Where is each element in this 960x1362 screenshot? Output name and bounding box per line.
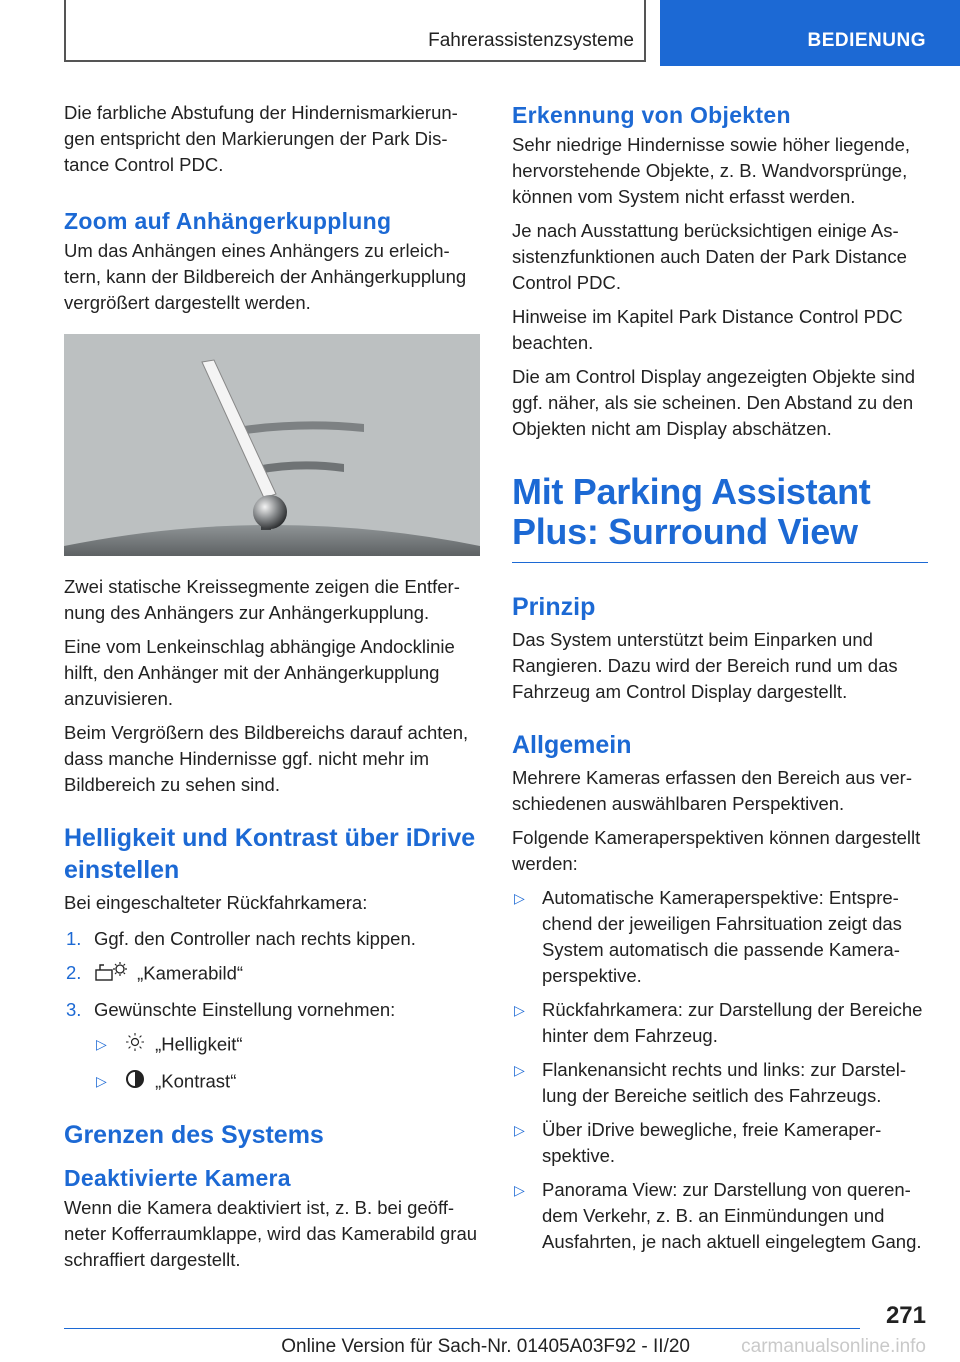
- principle-paragraph: Das System unterstützt beim Einparken und Rangieren. Dazu wird der Bereich rund um das Fahrzeug am Control Display dargestellt.: [512, 629, 898, 702]
- detection-paragraph-1: Sehr niedrige Hindernisse sowie höher liegende, hervorstehende Objekte, z. B. Wandvorsprünge, können vom System nicht erfasst werden.: [512, 134, 910, 207]
- section-box: [64, 0, 646, 62]
- triangle-bullet-icon: ▷: [514, 1182, 525, 1198]
- step-number: 2.: [66, 962, 82, 983]
- list-item-text: Panorama View: zur Darstellung von querendem Verkehr, z. B. an Einmündungen und Ausfahrten, je nach aktuell eingelegtem Gang.: [542, 1179, 922, 1252]
- hitch-ball: [253, 495, 287, 529]
- steps-list: [64, 926, 480, 1023]
- brightness-icon: [124, 1031, 146, 1060]
- settings-list: [94, 1031, 480, 1097]
- setting-item: [94, 1068, 480, 1097]
- zoom-paragraph-2: Zwei statische Kreissegmente zeigen die Entfernung des Anhängers zur Anhängerkupplung.: [64, 576, 460, 623]
- trailer-hitch-illustration: [64, 334, 480, 556]
- hitch-camera-view: [64, 334, 480, 556]
- detection-paragraph-4: Die am Control Display angezeigten Objekte sind ggf. näher, als sie scheinen. Den Abstand zu den Objekten nicht am Display abschätzen.: [512, 366, 916, 439]
- list-item-text: Über iDrive bewegliche, freie Kameraperspektive.: [542, 1119, 882, 1166]
- page-number: 271: [885, 1302, 926, 1329]
- watermark: carmanualsonline.info: [741, 1336, 926, 1357]
- footer-rule: [64, 1328, 860, 1329]
- list-item-text: Rückfahrkamera: zur Darstellung der Bereiche hinter dem Fahrzeug.: [542, 999, 923, 1046]
- page-footer: [0, 1296, 960, 1362]
- intro-paragraph: Die farbliche Abstufung der Hindernismarkierungen entspricht den Markierungen der Park Distance Control PDC.: [64, 102, 458, 175]
- general-paragraph-2: Folgende Kameraperspektiven können dargestellt werden:: [512, 827, 921, 874]
- page-header: [0, 0, 960, 66]
- contrast-icon: [124, 1068, 146, 1097]
- brightness-paragraph: Bei eingeschalteter Rückfahrkamera:: [64, 892, 368, 913]
- chapter-tab: [660, 0, 960, 66]
- triangle-bullet-icon: ▷: [514, 1062, 525, 1078]
- heading-general: Allgemein: [512, 731, 632, 759]
- step-text: „Kamerabild“: [137, 962, 244, 984]
- triangle-bullet-icon: ▷: [96, 1036, 107, 1052]
- step-number: 3.: [66, 999, 82, 1020]
- camera-disabled-paragraph: Wenn die Kamera deaktiviert ist, z. B. bei geöffneter Kofferraumklappe, wird das Kamerabild grau schraffiert dargestellt.: [64, 1197, 478, 1270]
- heading-principle: Prinzip: [512, 593, 596, 621]
- list-item-text: Flankenansicht rechts und links: zur Darstellung der Bereiche seitlich des Fahrzeugs.: [542, 1059, 906, 1106]
- heading-limits: Grenzen des Systems: [64, 1121, 324, 1149]
- triangle-bullet-icon: ▷: [514, 1002, 525, 1018]
- list-item-text: Automatische Kameraperspektive: Entsprechend der jeweiligen Fahrsituation zeigt das System automatisch die passende Kameraperspektive.: [542, 887, 902, 986]
- detection-paragraph-2: Je nach Ausstattung berücksichtigen einige Assistenzfunktionen auch Daten der Park Distance Control PDC.: [512, 220, 907, 293]
- heading-zoom: Zoom auf Anhängerkupplung: [64, 208, 392, 234]
- step-text: Ggf. den Controller nach rechts kippen.: [94, 928, 416, 949]
- heading-object-detection: Erkennung von Objekten: [512, 102, 791, 128]
- setting-item: [94, 1031, 480, 1060]
- camera-icon: [94, 960, 128, 989]
- step-text: Gewünschte Einstellung vornehmen:: [94, 999, 396, 1020]
- heading-surround-view: Mit Parking Assistant Plus: Surround View: [512, 472, 928, 563]
- step-item: [64, 960, 480, 989]
- section-title: Fahrerassistenzsysteme: [428, 30, 634, 51]
- setting-text: „Kontrast“: [155, 1070, 237, 1092]
- step-item: [64, 926, 480, 952]
- list-item: [512, 1177, 928, 1255]
- heading-camera-disabled: Deaktivierte Kamera: [64, 1165, 291, 1191]
- left-column: [64, 100, 480, 1281]
- zoom-paragraph-3: Eine vom Lenkeinschlag abhängige Andocklinie hilft, den Anhänger mit der Anhängerkupplung anzuvisieren.: [64, 636, 455, 709]
- step-item: [64, 997, 480, 1023]
- general-paragraph-1: Mehrere Kameras erfassen den Bereich aus verschiedenen auswählbaren Perspektiven.: [512, 767, 913, 814]
- zoom-paragraph: Um das Anhängen eines Anhängers zu erleichtern, kann der Bildbereich der Anhängerkupplung vergrößert dargestellt werden.: [64, 240, 467, 313]
- heading-brightness: Helligkeit und Kontrast über iDrive einstellen: [64, 824, 476, 884]
- step-number: 1.: [66, 928, 82, 949]
- setting-text: „Helligkeit“: [155, 1033, 243, 1055]
- list-item: [512, 1117, 928, 1169]
- list-item: [512, 1057, 928, 1109]
- chapter-title: BEDIENUNG: [807, 30, 926, 51]
- list-item: [512, 885, 928, 989]
- right-column: [512, 100, 928, 1263]
- triangle-bullet-icon: ▷: [514, 1122, 525, 1138]
- online-version-text: Online Version für Sach-Nr. 01405A03F92 - II/20: [281, 1336, 690, 1357]
- triangle-bullet-icon: ▷: [514, 890, 525, 906]
- zoom-paragraph-4: Beim Vergrößern des Bildbereichs darauf achten, dass manche Hindernisse ggf. nicht mehr im Bildbereich zu sehen sind.: [64, 722, 469, 795]
- camera-perspectives-list: [512, 885, 928, 1255]
- detection-paragraph-3: Hinweise im Kapitel Park Distance Control PDC beachten.: [512, 306, 903, 353]
- list-item: [512, 997, 928, 1049]
- triangle-bullet-icon: ▷: [96, 1073, 107, 1089]
